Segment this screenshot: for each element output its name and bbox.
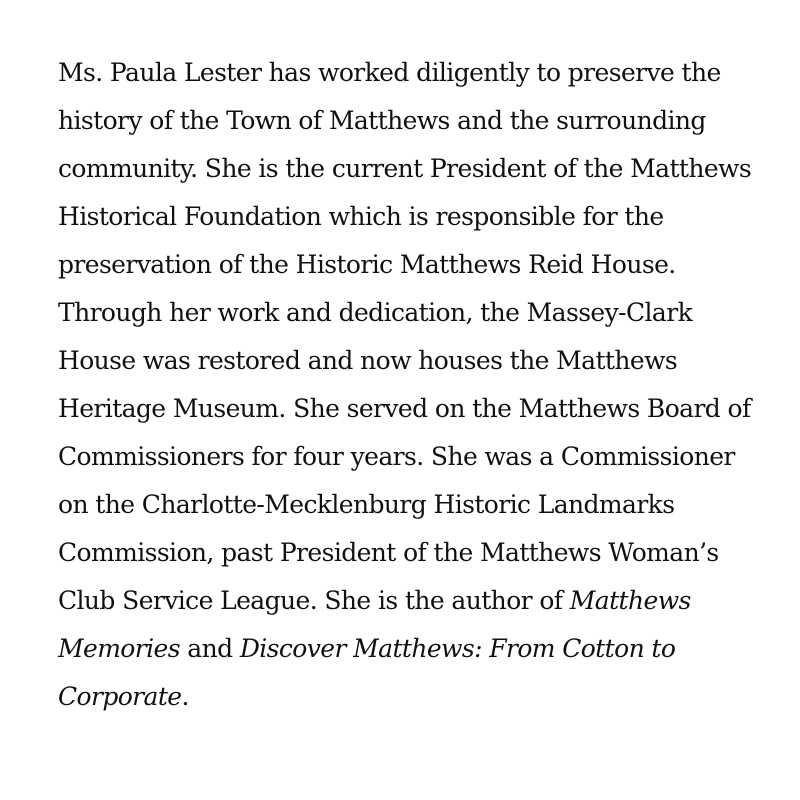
text-segment: . (181, 682, 189, 711)
text-segment: Ms. Paula Lester has worked diligently to preserve the (58, 58, 721, 87)
text-line (58, 49, 758, 97)
biography-paragraph (58, 49, 758, 721)
text-line (58, 289, 758, 337)
text-segment: and (179, 634, 240, 663)
text-line (58, 625, 758, 673)
book-title-text: Corporate (58, 682, 182, 711)
text-line (58, 577, 758, 625)
text-segment: on the Charlotte-Mecklenburg Historic Landmarks (58, 490, 675, 519)
text-line (58, 241, 758, 289)
text-segment: preservation of the Historic Matthews Reid House. (58, 250, 676, 279)
text-line (58, 433, 758, 481)
text-segment: Club Service League. She is the author of (58, 586, 570, 615)
text-line (58, 145, 758, 193)
text-segment: community. She is the current President of the Matthews (58, 154, 752, 183)
book-title-text: Matthews (569, 586, 691, 615)
text-line (58, 385, 758, 433)
text-segment: House was restored and now houses the Matthews (58, 346, 678, 375)
text-segment: Commission, past President of the Matthews Woman’s (58, 538, 719, 567)
text-segment: Historical Foundation which is responsible for the (58, 202, 664, 231)
text-segment: Heritage Museum. She served on the Matthews Board of (58, 394, 751, 423)
book-title-text: Discover Matthews: From Cotton to (239, 634, 676, 663)
text-line (58, 673, 758, 721)
text-line (58, 481, 758, 529)
text-line (58, 193, 758, 241)
text-segment: Through her work and dedication, the Massey-Clark (58, 298, 693, 327)
text-segment: Commissioners for four years. She was a Commissioner (58, 442, 735, 471)
book-title-text: Memories (58, 634, 180, 663)
text-line (58, 337, 758, 385)
text-line (58, 97, 758, 145)
text-segment: history of the Town of Matthews and the surrounding (58, 106, 706, 135)
text-line (58, 529, 758, 577)
